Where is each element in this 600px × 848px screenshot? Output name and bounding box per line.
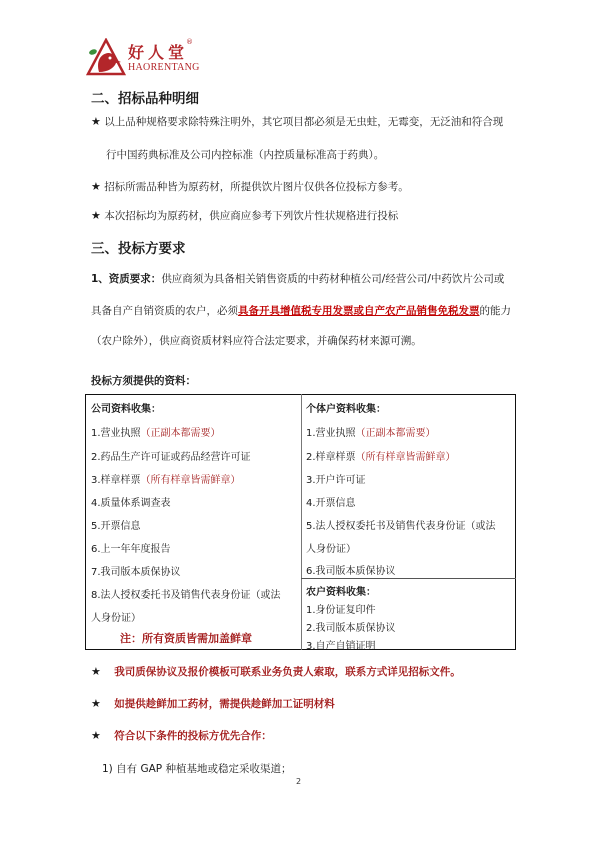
table-column-divider xyxy=(301,394,302,650)
individual-item: 5.法人授权委托书及销售代表身份证（或法 xyxy=(306,521,496,532)
logo-english-name: HAORENTANG xyxy=(128,62,200,73)
logo-chinese-name: 好人堂 xyxy=(128,43,189,62)
individual-item: 2.样章样票（所有样章皆需鲜章） xyxy=(306,452,456,463)
qualification-label: 1、资质要求： xyxy=(91,273,162,285)
company-item: 5.开票信息 xyxy=(91,521,141,532)
bullet-text: 本次招标均为原药材，供应商应参考下列饮片性状规格进行投标 xyxy=(104,210,399,222)
company-footnote: 注：所有资质皆需加盖鲜章 xyxy=(120,632,252,645)
individual-heading: 个体户资料收集： xyxy=(306,404,386,415)
qualification-text: 供应商须为具备相关销售资质的中药材种植公司/经营公司/中药饮片公司或 xyxy=(161,273,505,285)
page-number: 2 xyxy=(296,777,302,786)
qualification-line-3: （农户除外），供应商资质材料应符合法定要求，并确保药材来源可溯。 xyxy=(91,335,422,347)
individual-item: 3.开户许可证 xyxy=(306,475,366,486)
company-heading: 公司资料收集： xyxy=(91,404,161,415)
farmer-item: 2.我司版本质保协议 xyxy=(306,623,396,634)
star-icon: ★ xyxy=(91,665,101,678)
company-logo xyxy=(86,38,236,78)
company-item: 4.质量体系调查表 xyxy=(91,498,171,509)
individual-item: 人身份证） xyxy=(306,544,356,555)
logo-bird-icon xyxy=(86,38,126,76)
qualification-line-1 xyxy=(91,271,504,286)
company-item: 7.我司版本质保协议 xyxy=(91,567,181,578)
individual-item: 1.营业执照（正副本都需要） xyxy=(306,428,436,439)
individual-item: 4.开票信息 xyxy=(306,498,356,509)
section2-title: 二、招标品种明细 xyxy=(91,91,199,107)
table-row-divider xyxy=(301,578,516,579)
registered-mark: ® xyxy=(186,38,193,46)
note-item xyxy=(91,696,335,711)
company-item: 3.样章样票（所有样章皆需鲜章） xyxy=(91,475,241,486)
bullet-text: 招标所需品种皆为原药材，所提供饮片图片仅供各位投标方参考。 xyxy=(104,181,409,193)
bullet-item xyxy=(91,114,503,129)
company-item: 6.上一年年度报告 xyxy=(91,544,171,555)
farmer-item: 3.自产自销证明 xyxy=(306,641,376,652)
note-text: 如提供趁鲜加工药材，需提供趁鲜加工证明材料 xyxy=(114,698,335,710)
section3-title: 三、投标方要求 xyxy=(91,241,186,257)
bullet-item xyxy=(91,179,409,194)
qualification-line-2 xyxy=(91,303,511,318)
note-text: 我司质保协议及报价模板可联系业务负责人索取，联系方式详见招标文件。 xyxy=(114,666,461,678)
company-item: 2.药品生产许可证或药品经营许可证 xyxy=(91,452,251,463)
company-item: 人身份证） xyxy=(91,613,141,624)
priority-item: 1) 自有 GAP 种植基地或稳定采收渠道； xyxy=(102,763,292,775)
star-icon: ★ xyxy=(91,209,101,222)
bullet-text: 以上品种规格要求除特殊注明外，其它项目都必须是无虫蛀，无霉变，无泛油和符合现 xyxy=(104,116,504,128)
qualification-text: 具备自产自销资质的农户，必须 xyxy=(91,305,238,317)
star-icon: ★ xyxy=(91,115,101,128)
star-icon: ★ xyxy=(91,697,101,710)
farmer-item: 1.身份证复印件 xyxy=(306,605,376,616)
materials-title: 投标方须提供的资料： xyxy=(91,375,196,387)
note-item xyxy=(91,664,461,679)
invoice-requirement-highlight: 具备开具增值税专用发票或自产农产品销售免税发票 xyxy=(238,305,480,317)
star-icon: ★ xyxy=(91,729,101,742)
qualification-text: 的能力 xyxy=(479,305,511,317)
note-item xyxy=(91,728,272,743)
bullet-item xyxy=(91,208,398,223)
individual-item: 6.我司版本质保协议 xyxy=(306,566,396,577)
company-item: 8.法人授权委托书及销售代表身份证（或法 xyxy=(91,590,281,601)
note-text: 符合以下条件的投标方优先合作： xyxy=(114,730,272,742)
star-icon: ★ xyxy=(91,180,101,193)
farmer-heading: 农户资料收集： xyxy=(306,587,376,598)
company-item: 1.营业执照（正副本都需要） xyxy=(91,428,221,439)
bullet-continuation: 行中国药典标准及公司内控标准（内控质量标准高于药典）。 xyxy=(106,149,385,161)
